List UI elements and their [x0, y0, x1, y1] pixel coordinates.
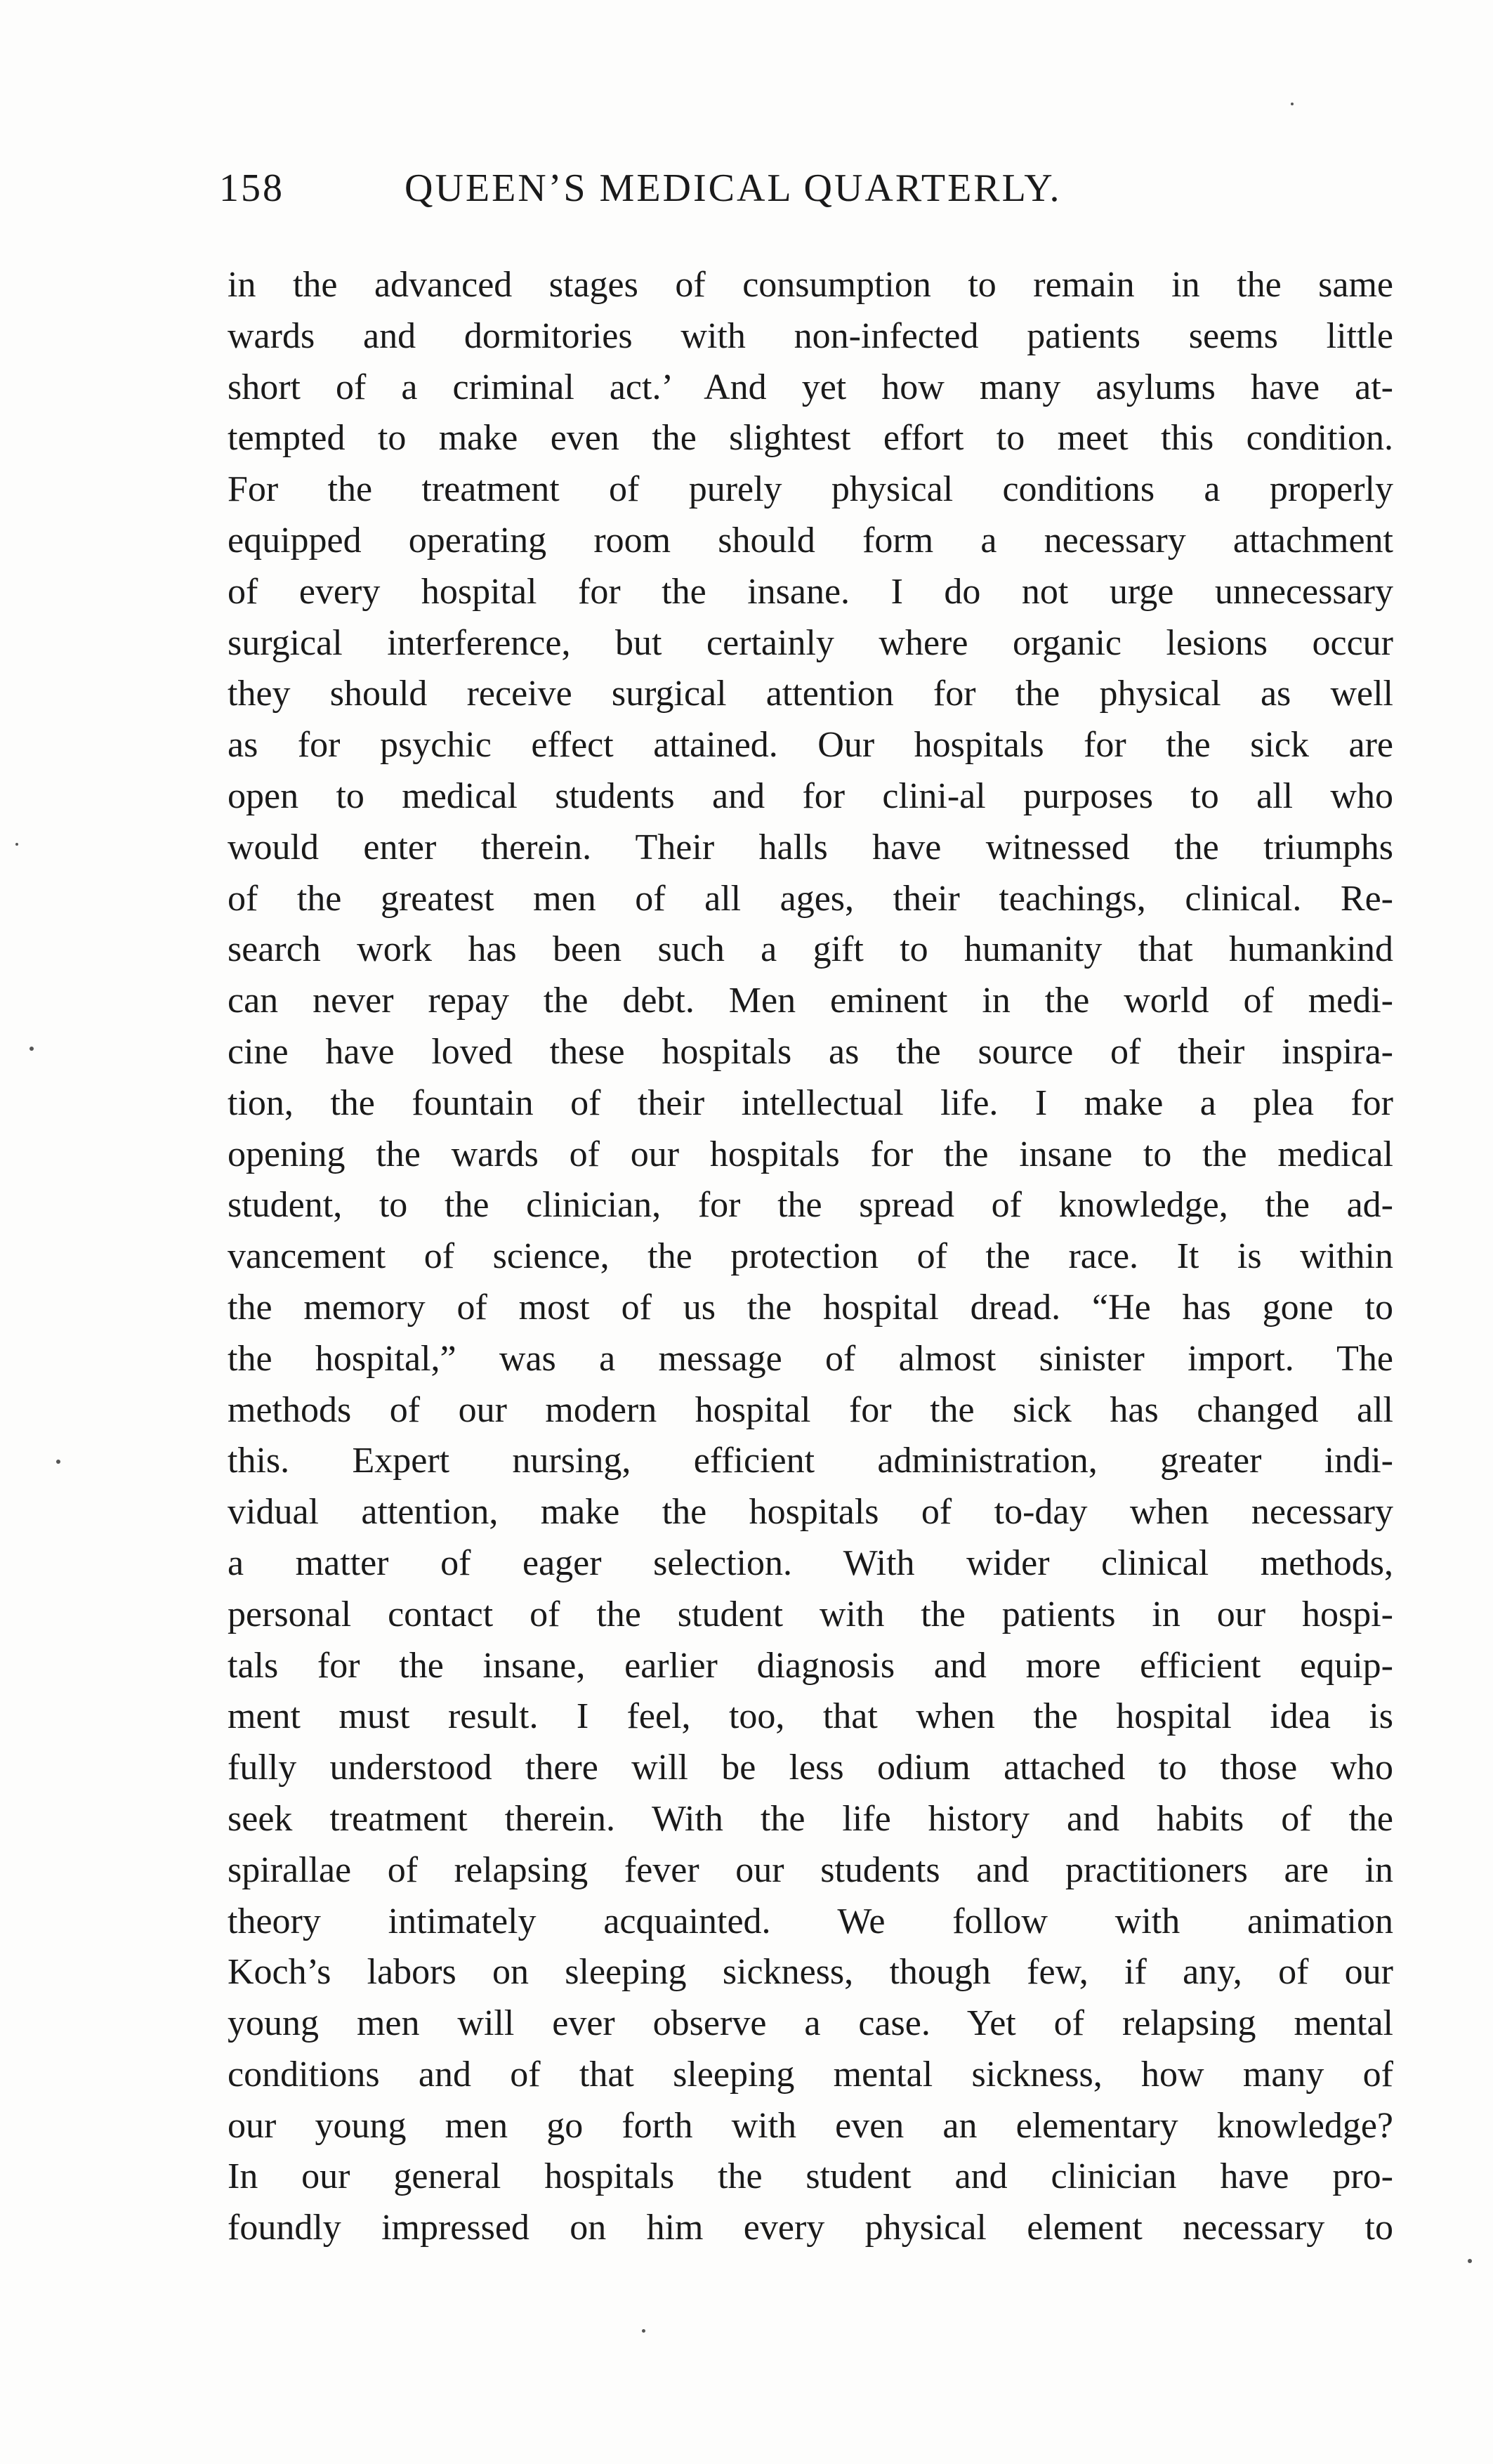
page-number: 158	[219, 166, 284, 210]
text-line: vancement of science, the protection of the race. It is within	[228, 1236, 1393, 1277]
text-line: of the greatest men of all ages, their teachings, clinical. Re-	[228, 878, 1393, 919]
text-line: our young men go forth with even an elementary knowledge?	[228, 2105, 1393, 2146]
text-line: seek treatment therein. With the life history and habits of the	[228, 1798, 1393, 1839]
text-line: surgical interference, but certainly where organic lesions occur	[228, 622, 1393, 663]
text-line: spirallae of relapsing fever our students and practitioners are in	[228, 1849, 1393, 1890]
text-line: open to medical students and for clini-al purposes to all who	[228, 775, 1393, 816]
text-line: of every hospital for the insane. I do not urge unnecessary	[228, 571, 1393, 612]
text-line: tempted to make even the slightest effort to meet this condition.	[228, 418, 1393, 459]
text-line: in the advanced stages of consumption to remain in the same	[228, 265, 1393, 305]
text-line: student, to the clinician, for the spread of knowledge, the ad-	[228, 1185, 1393, 1226]
text-line: short of a criminal act.’ And yet how many asylums have at-	[228, 367, 1393, 407]
text-line: the hospital,” was a message of almost sinister import. The	[228, 1338, 1393, 1379]
text-line: personal contact of the student with the patients in our hospi-	[228, 1594, 1393, 1634]
text-line: equipped operating room should form a necessary attachment	[228, 520, 1393, 561]
scan-speck	[29, 1047, 34, 1051]
text-line: opening the wards of our hospitals for the insane to the medical	[228, 1134, 1393, 1174]
text-line: cine have loved these hospitals as the source of their inspira-	[228, 1031, 1393, 1072]
scan-speck	[642, 2329, 645, 2333]
journal-title: QUEEN’S MEDICAL QUARTERLY.	[405, 166, 1062, 210]
text-line: fully understood there will be less odium attached to those who	[228, 1748, 1393, 1788]
scan-speck	[1468, 2259, 1472, 2263]
text-line: In our general hospitals the student and clinician have pro-	[228, 2156, 1393, 2197]
text-line: this. Expert nursing, efficient administration, greater indi-	[228, 1441, 1393, 1481]
text-line: would enter therein. Their halls have witnessed the triumphs	[228, 827, 1393, 867]
text-line: tals for the insane, earlier diagnosis and more efficient equip-	[228, 1645, 1393, 1686]
scan-speck	[1291, 103, 1294, 105]
scan-speck	[56, 1460, 60, 1464]
text-line: foundly impressed on him every physical element necessary to	[228, 2208, 1393, 2248]
body-paragraph	[228, 260, 1393, 2254]
text-line: vidual attention, make the hospitals of to-day when necessary	[228, 1492, 1393, 1533]
text-line: theory intimately acquainted. We follow with animation	[228, 1901, 1393, 1941]
text-line: methods of our modern hospital for the sick has changed all	[228, 1389, 1393, 1430]
scan-speck	[15, 843, 18, 846]
text-line: as for psychic effect attained. Our hospitals for the sick are	[228, 725, 1393, 766]
text-line: tion, the fountain of their intellectual life. I make a plea for	[228, 1082, 1393, 1123]
text-line: the memory of most of us the hospital dread. “He has gone to	[228, 1287, 1393, 1328]
text-line: can never repay the debt. Men eminent in the world of medi-	[228, 981, 1393, 1021]
text-line: search work has been such a gift to humanity that humankind	[228, 929, 1393, 970]
text-line: wards and dormitories with non-infected patients seems little	[228, 315, 1393, 356]
text-line: For the treatment of purely physical conditions a properly	[228, 469, 1393, 510]
text-line: Koch’s labors on sleeping sickness, though few, if any, of our	[228, 1952, 1393, 1993]
text-line: conditions and of that sleeping mental sickness, how many of	[228, 2054, 1393, 2095]
text-line: a matter of eager selection. With wider clinical methods,	[228, 1542, 1393, 1583]
text-line: young men will ever observe a case. Yet of relapsing mental	[228, 2003, 1393, 2044]
text-line: ment must result. I feel, too, that when the hospital idea is	[228, 1696, 1393, 1737]
running-head	[219, 166, 1399, 229]
text-line: they should receive surgical attention for the physical as well	[228, 674, 1393, 714]
